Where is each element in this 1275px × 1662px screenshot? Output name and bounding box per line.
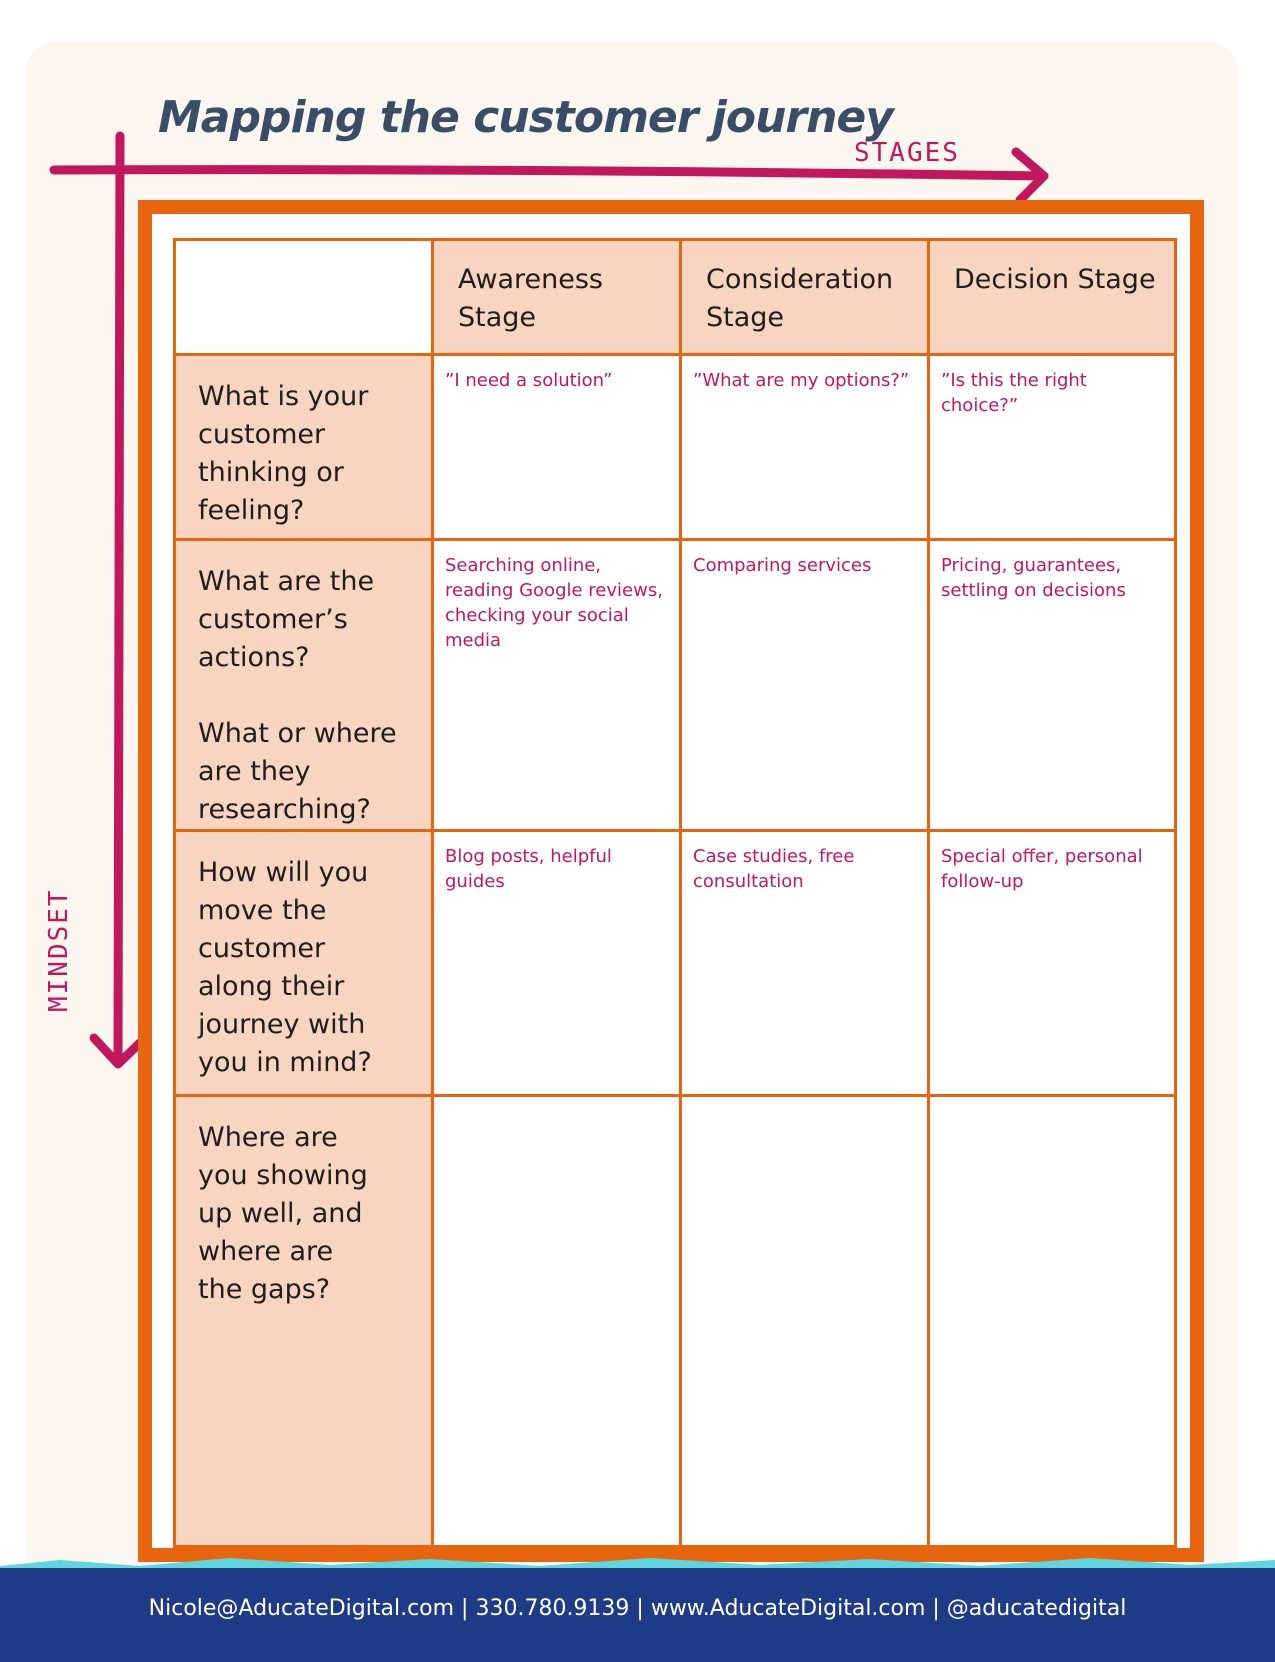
cell-actions-awareness: Searching online, reading Google reviews, checking your social media [433, 540, 681, 831]
mindset-label: MINDSET [44, 888, 74, 1012]
cell-move-consideration: Case studies, free consultation [681, 831, 929, 1096]
row-question-thinking: What is your customer thinking or feeling? [175, 355, 433, 540]
page-title: Mapping the customer journey [158, 92, 893, 143]
footer-contact: Nicole@AducateDigital.com | 330.780.9139 | www.AducateDigital.com | @aducatedigital [148, 1596, 1127, 1621]
row-question-gaps: Where are you showing up well, and where are the gaps? [175, 1096, 433, 1547]
stages-label: STAGES [854, 138, 960, 168]
row-question-actions: What are the customer’s actions? What or where are they researching? [175, 540, 433, 831]
cell-thinking-consideration: ”What are my options?” [681, 355, 929, 540]
row-question-move: How will you move the customer along their journey with you in mind? [175, 831, 433, 1096]
column-header-consideration: Consideration Stage [681, 240, 929, 355]
cell-actions-decision: Pricing, guarantees, settling on decisions [929, 540, 1176, 831]
cell-actions-consideration: Comparing services [681, 540, 929, 831]
column-header-awareness: Awareness Stage [433, 240, 681, 355]
cell-thinking-decision: ”Is this the right choice?” [929, 355, 1176, 540]
cell-move-decision: Special offer, personal follow-up [929, 831, 1176, 1096]
cell-thinking-awareness: ”I need a solution” [433, 355, 681, 540]
column-header-decision: Decision Stage [929, 240, 1176, 355]
cell-move-awareness: Blog posts, helpful guides [433, 831, 681, 1096]
